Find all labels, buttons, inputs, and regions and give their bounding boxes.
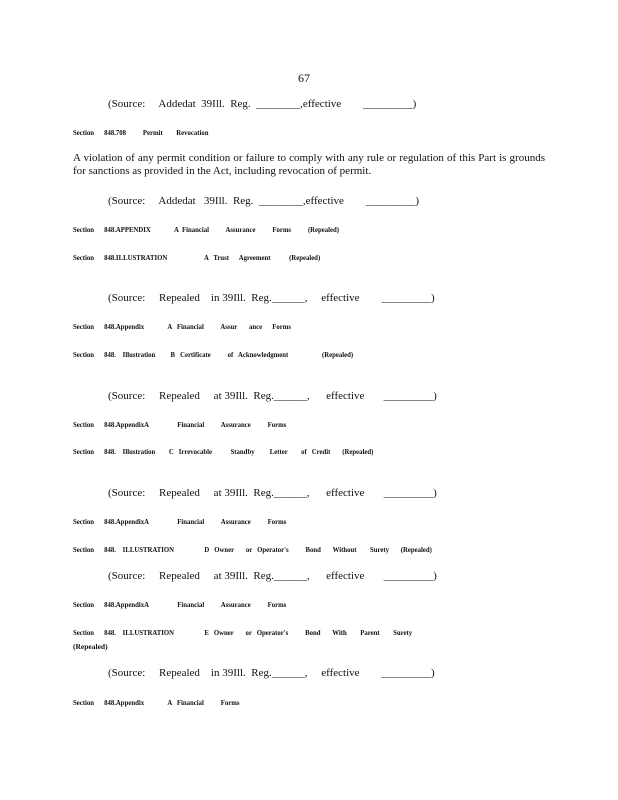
section-heading: Section 848.APPENDIX A Financial Assurance Forms (Repealed): [73, 225, 340, 234]
section-heading: Section 848.ILLUSTRATION A Trust Agreement (Repealed): [73, 253, 321, 262]
source-note: (Source: Repealed in 39Ill. Reg.______, effective _________): [108, 667, 435, 679]
page-number: 67: [298, 71, 310, 85]
source-note: (Source: Repealed at 39Ill. Reg.______, effective _________): [108, 570, 437, 582]
section-heading: Section 848. ILLUSTRATION D Owner or Operator's Bond Without Surety (Repealed): [73, 545, 432, 554]
section-heading: Section 848. ILLUSTRATION E Owner or Operator's Bond With Parent Surety: [73, 628, 413, 637]
source-note: (Source: Addedat 39Ill. Reg. ________,effective _________): [108, 98, 417, 110]
section-heading: Section 848.Appendix A Financial Assur ance Forms: [73, 322, 291, 331]
section-heading: Section 848.Appendix A Financial Forms: [73, 698, 240, 707]
section-heading: Section 848. Illustration B Certificate of Acknowledgment (Repealed): [73, 350, 354, 359]
section-heading-continuation: (Repealed): [73, 642, 108, 651]
section-heading: Section 848.708 Permit Revocation: [73, 128, 209, 137]
source-note: (Source: Addedat 39Ill. Reg. ________,effective _________): [108, 195, 420, 207]
source-note: (Source: Repealed at 39Ill. Reg.______, effective _________): [108, 487, 437, 499]
section-heading: Section 848.AppendixA Financial Assurance Forms: [73, 420, 287, 429]
source-note: (Source: Repealed in 39Ill. Reg.______, effective _________): [108, 292, 435, 304]
section-heading: Section 848.AppendixA Financial Assurance Forms: [73, 600, 287, 609]
source-note: (Source: Repealed at 39Ill. Reg.______, effective _________): [108, 390, 437, 402]
section-heading: Section 848. Illustration C Irrevocable Standby Letter of Credit (Repealed): [73, 447, 374, 456]
body-paragraph: A violation of any permit condition or failure to comply with any rule or regulation of this Part is grounds for sanctions as provided in the Act, including revocation of permit.: [73, 152, 545, 177]
section-heading: Section 848.AppendixA Financial Assurance Forms: [73, 517, 287, 526]
